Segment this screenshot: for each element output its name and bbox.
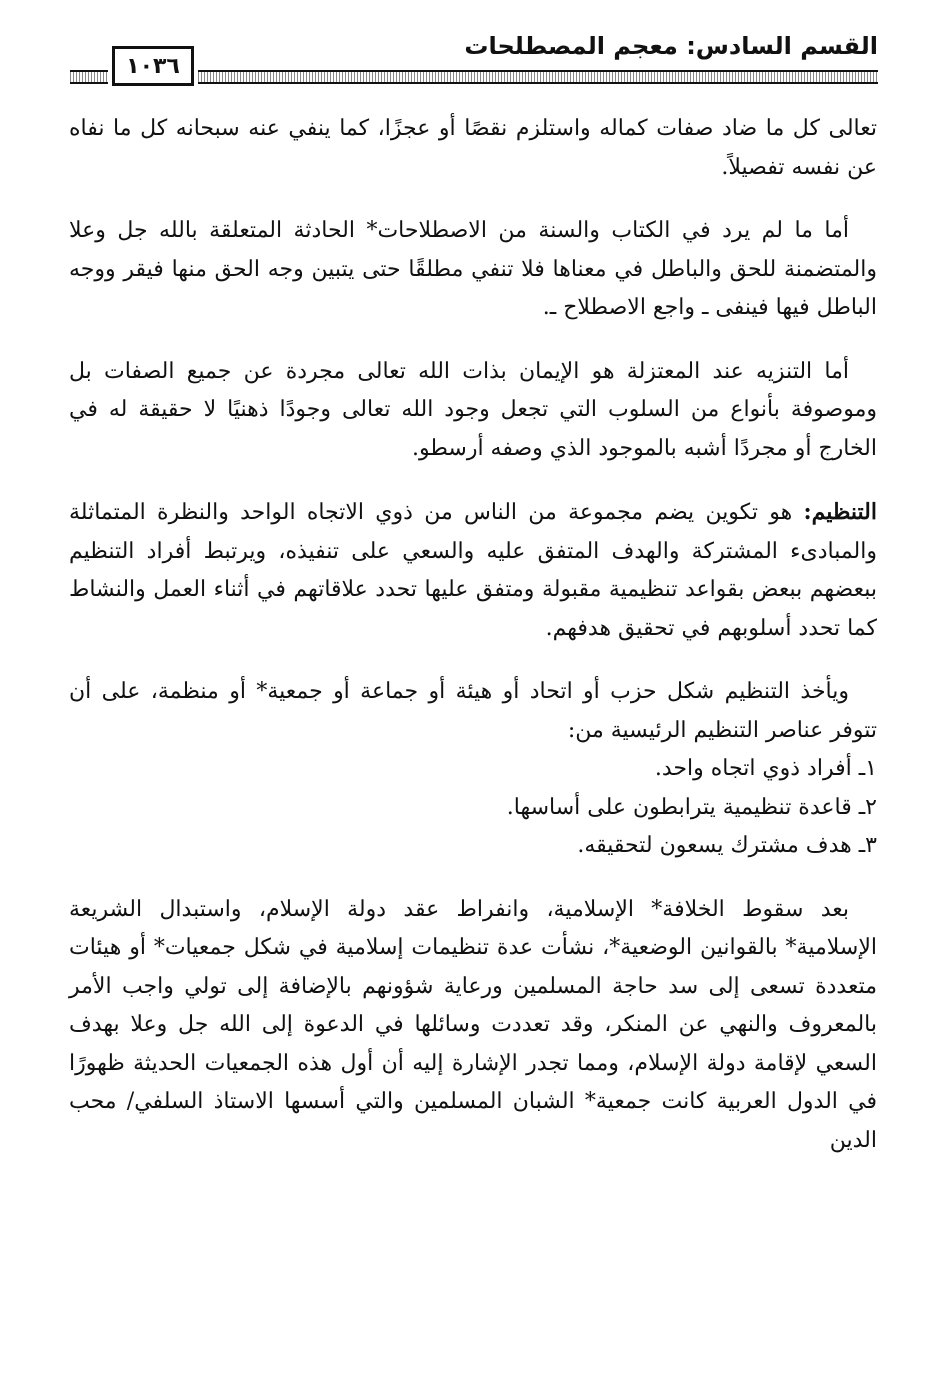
term-heading: التنظيم: (803, 499, 877, 525)
header-rule-left (70, 70, 108, 84)
header-rule-right (198, 70, 878, 84)
paragraph-6: بعد سقوط الخلافة* الإسلامية، وانفراط عقد دولة الإسلام، واستبدال الشريعة الإسلامية* بالقوانين الوضعية*، نشأت عدة تنظيمات إسلامية في شكل جمعيات* أو هيئات متعددة تسعى إلى سد حاجة المسلمين ورعاية شؤونهم بالإضافة إلى تولي واجب الأمر بالمعروف والنهي عن المنكر، وقد تعددت وسائلها في الدعوة إلى الله جل وعلا بهدف السعي لإقامة دولة الإسلام، ومما تجدر الإشارة إليه أن أول هذه الجمعيات الحديثة ظهورًا في الدول العربية كانت جمعية* الشبان المسلمين والتي أسسها الاستاذ السلفي/ محب الدين (69, 896, 877, 1153)
list-item: ١ـ أفراد ذوي اتجاه واحد. (654, 756, 877, 781)
section-title: القسم السادس: معجم المصطلحات (464, 32, 878, 60)
paragraph-4 (69, 493, 877, 648)
page-number: ١٠٣٦ (112, 46, 194, 86)
page-header (70, 26, 878, 88)
page-body (69, 110, 877, 1160)
term-definition: هو تكوين يضم مجموعة من الناس من ذوي الاتجاه الواحد والنظرة المتماثلة والمبادىء المشتركة والهدف المتفق عليه والسعي على تنفيذه، ويرتبط أفراد التنظيم ببعضهم ببعض بقواعد تنظيمية مقبولة ومتفق عليها تحدد علاقاتهم في أثناء العمل والنشاط كما تحدد أسلوبهم في تحقيق هدفهم. (69, 500, 877, 641)
list-item: ٣ـ هدف مشترك يسعون لتحقيقه. (577, 833, 877, 858)
paragraph-1: تعالى كل ما ضاد صفات كماله واستلزم نقصًا أو عجزًا، كما ينفي عنه سبحانه كل ما نفاه عن نفسه تفصيلاً. (69, 116, 877, 180)
paragraph-3: أما التنزيه عند المعتزلة هو الإيمان بذات الله تعالى مجردة عن جميع الصفات بل وموصوفة بأنواع من السلوب التي تجعل وجود الله تعالى وجودًا ذهنيًا لا حقيقة له في الخارج أو مجردًا أشبه بالموجود الذي وصفه أرسطو. (69, 358, 877, 461)
paragraph-2: أما ما لم يرد في الكتاب والسنة من الاصطلاحات* الحادثة المتعلقة بالله جل وعلا والمتضمنة للحق والباطل في معناها فلا تنفي مطلقًا حتى يتبين وجه الحق منها فيقر ووجه الباطل فيها فينفى ـ واجع الاصطلاح ـ. (69, 218, 877, 320)
paragraph-5: ويأخذ التنظيم شكل حزب أو اتحاد أو هيئة أو جماعة أو جمعية* أو منظمة، على أن تتوفر عناصر التنظيم الرئيسية من: (69, 679, 877, 743)
list-item: ٢ـ قاعدة تنظيمية يترابطون على أساسها. (506, 794, 877, 820)
